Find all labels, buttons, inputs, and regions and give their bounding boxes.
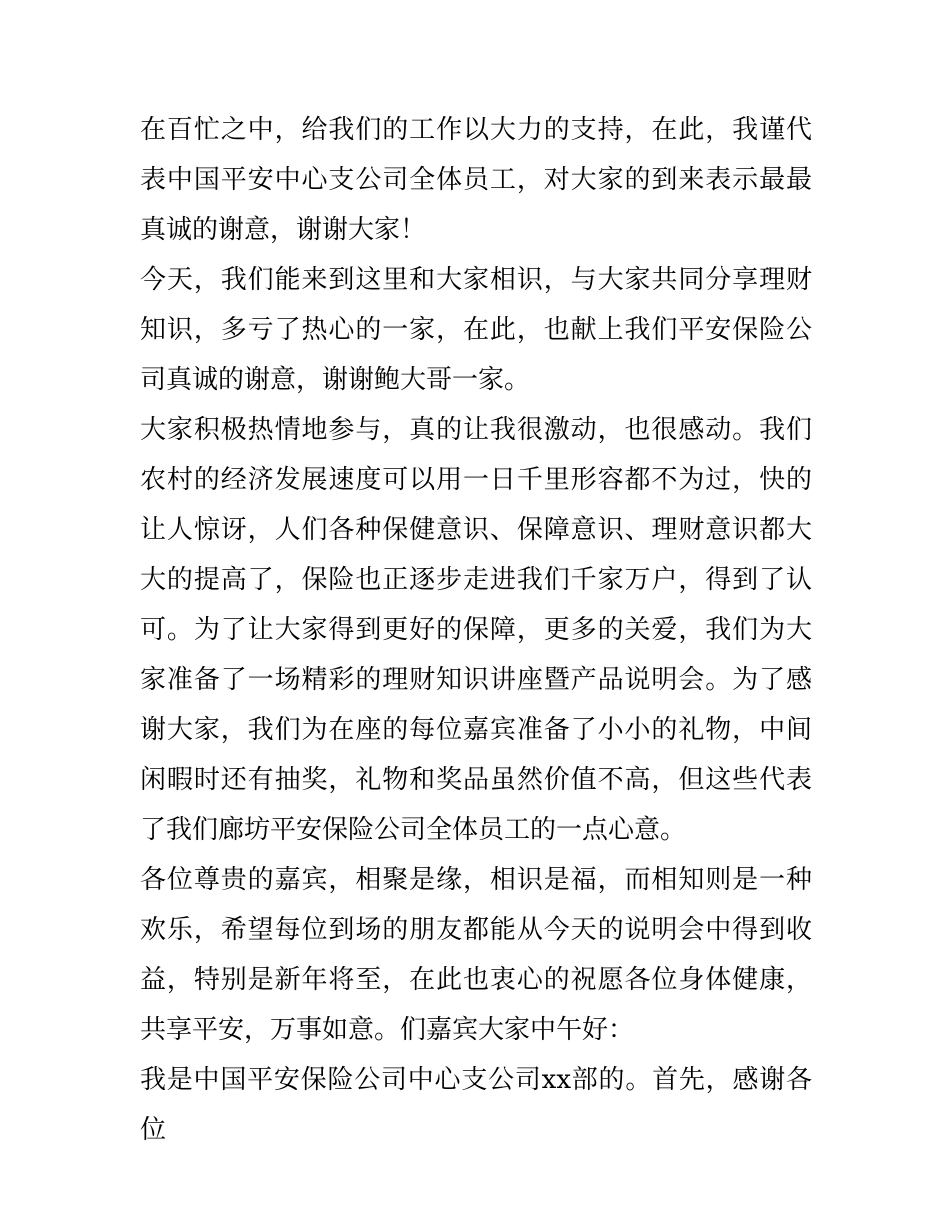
paragraph-2: 今天，我们能来到这里和大家相识，与大家共同分享理财知识，多亏了热心的一家，在此，也献上我们平安保险公司真诚的谢意，谢谢鲍大哥一家。 — [140, 265, 812, 395]
paragraph-5: 我是中国平安保险公司中心支公司xx部的。首先，感谢各位 — [140, 1065, 812, 1145]
paragraph-1: 在百忙之中，给我们的工作以大力的支持，在此，我谨代表中国平安中心支公司全体员工，对大家的到来表示最最真诚的谢意，谢谢大家！ — [140, 115, 812, 245]
document-body — [140, 105, 812, 1155]
paragraph-4: 各位尊贵的嘉宾，相聚是缘，相识是福，而相知则是一种欢乐，希望每位到场的朋友都能从今天的说明会中得到收益，特别是新年将至，在此也衷心的祝愿各位身体健康，共享平安，万事如意。们嘉宾大家中午好： — [140, 865, 812, 1045]
paragraph-3: 大家积极热情地参与，真的让我很激动，也很感动。我们农村的经济发展速度可以用一日千里形容都不为过，快的让人惊讶，人们各种保健意识、保障意识、理财意识都大大的提高了，保险也正逐步走进我们千家万户，得到了认可。为了让大家得到更好的保障，更多的关爱，我们为大家准备了一场精彩的理财知识讲座暨产品说明会。为了感谢大家，我们为在座的每位嘉宾准备了小小的礼物，中间闲暇时还有抽奖，礼物和奖品虽然价值不高，但这些代表了我们廊坊平安保险公司全体员工的一点心意。 — [140, 415, 812, 845]
